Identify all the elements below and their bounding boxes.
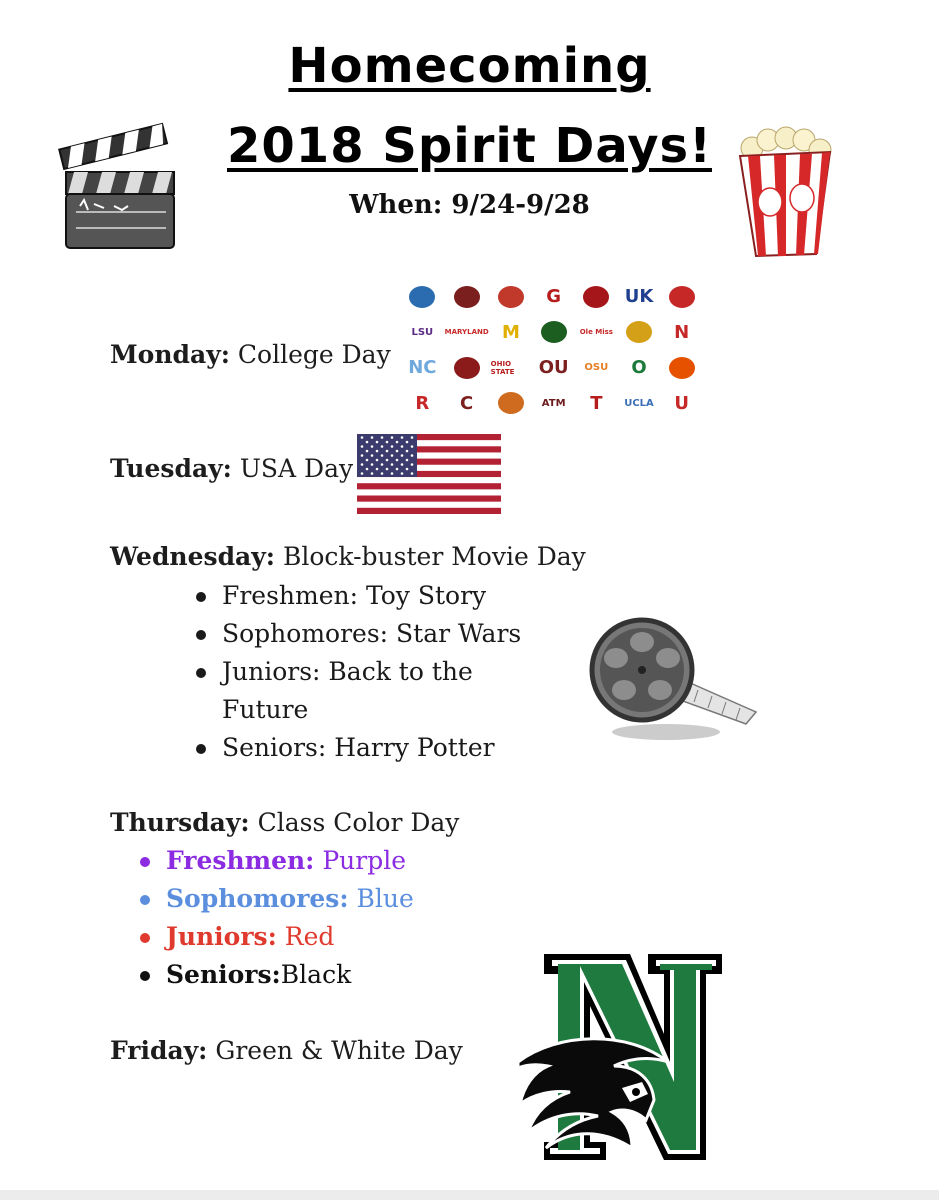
list-item-continued: Future — [222, 695, 309, 724]
college-logo: ATM — [541, 397, 566, 409]
title-line-2: 2018 Spirit Days! — [227, 118, 712, 174]
college-logos-grid — [402, 280, 702, 420]
film-reel-icon — [580, 612, 760, 746]
friday-text: Green & White Day — [207, 1036, 463, 1065]
college-logo: OU — [538, 357, 569, 379]
college-logo: M — [502, 321, 520, 343]
college-logo: U — [674, 392, 689, 414]
college-logo: Ole Miss — [579, 328, 613, 337]
list-item: Freshmen: Toy Story — [194, 577, 521, 615]
monday-label: Monday: — [110, 340, 230, 369]
college-logo — [619, 316, 660, 350]
monday-text: College Day — [229, 340, 391, 369]
college-logo: OSU — [584, 362, 609, 374]
friday-line — [110, 1036, 463, 1065]
wednesday-line — [110, 542, 586, 571]
college-logo: G — [546, 286, 562, 308]
usa-flag-icon — [357, 434, 501, 514]
list-item: Sophomores: Blue — [138, 880, 414, 918]
college-logo — [491, 387, 532, 421]
college-logo — [491, 280, 532, 314]
college-logo: UCLA — [624, 397, 654, 409]
list-item: Seniors:Black — [138, 956, 414, 994]
friday-label: Friday: — [110, 1036, 208, 1065]
list-item: Juniors: Red — [138, 918, 414, 956]
college-logo — [445, 351, 489, 385]
list-item: Seniors: Harry Potter — [194, 729, 521, 767]
tuesday-text: USA Day — [231, 454, 354, 483]
page-bottom-strip — [0, 1190, 939, 1200]
college-logo — [661, 351, 702, 385]
college-logo: OHIO STATE — [490, 359, 515, 376]
thursday-text: Class Color Day — [249, 808, 460, 837]
college-logo: MARYLAND — [444, 328, 489, 337]
college-logo: NC — [408, 357, 437, 379]
college-logo: T — [590, 392, 603, 414]
thursday-label: Thursday: — [110, 808, 250, 837]
college-logo — [402, 280, 443, 314]
college-logo — [661, 280, 702, 314]
monday-line — [110, 340, 391, 369]
school-panther-logo — [518, 952, 726, 1162]
title-line-1: Homecoming — [288, 38, 651, 94]
wednesday-list — [194, 577, 521, 767]
list-item: Juniors: Back to the — [194, 653, 521, 691]
college-logo: R — [415, 392, 430, 414]
wednesday-text: Block-buster Movie Day — [275, 542, 586, 571]
when-dates: When: 9/24-9/28 — [349, 190, 590, 220]
thursday-list — [138, 842, 414, 994]
thursday-line — [110, 808, 459, 837]
tuesday-line — [110, 454, 353, 483]
college-logo: O — [631, 357, 647, 379]
list-item: Freshmen: Purple — [138, 842, 414, 880]
college-logo — [533, 316, 574, 350]
popcorn-icon — [730, 126, 842, 262]
college-logo: UK — [624, 286, 654, 308]
college-logo — [445, 280, 489, 314]
tuesday-label: Tuesday: — [110, 454, 232, 483]
college-logo: N — [674, 321, 690, 343]
college-logo — [576, 280, 617, 314]
clapperboard-icon — [58, 120, 178, 252]
list-item: Sophomores: Star Wars — [194, 615, 521, 653]
college-logo: LSU — [411, 326, 434, 338]
wednesday-label: Wednesday: — [110, 542, 276, 571]
college-logo: C — [460, 392, 474, 414]
